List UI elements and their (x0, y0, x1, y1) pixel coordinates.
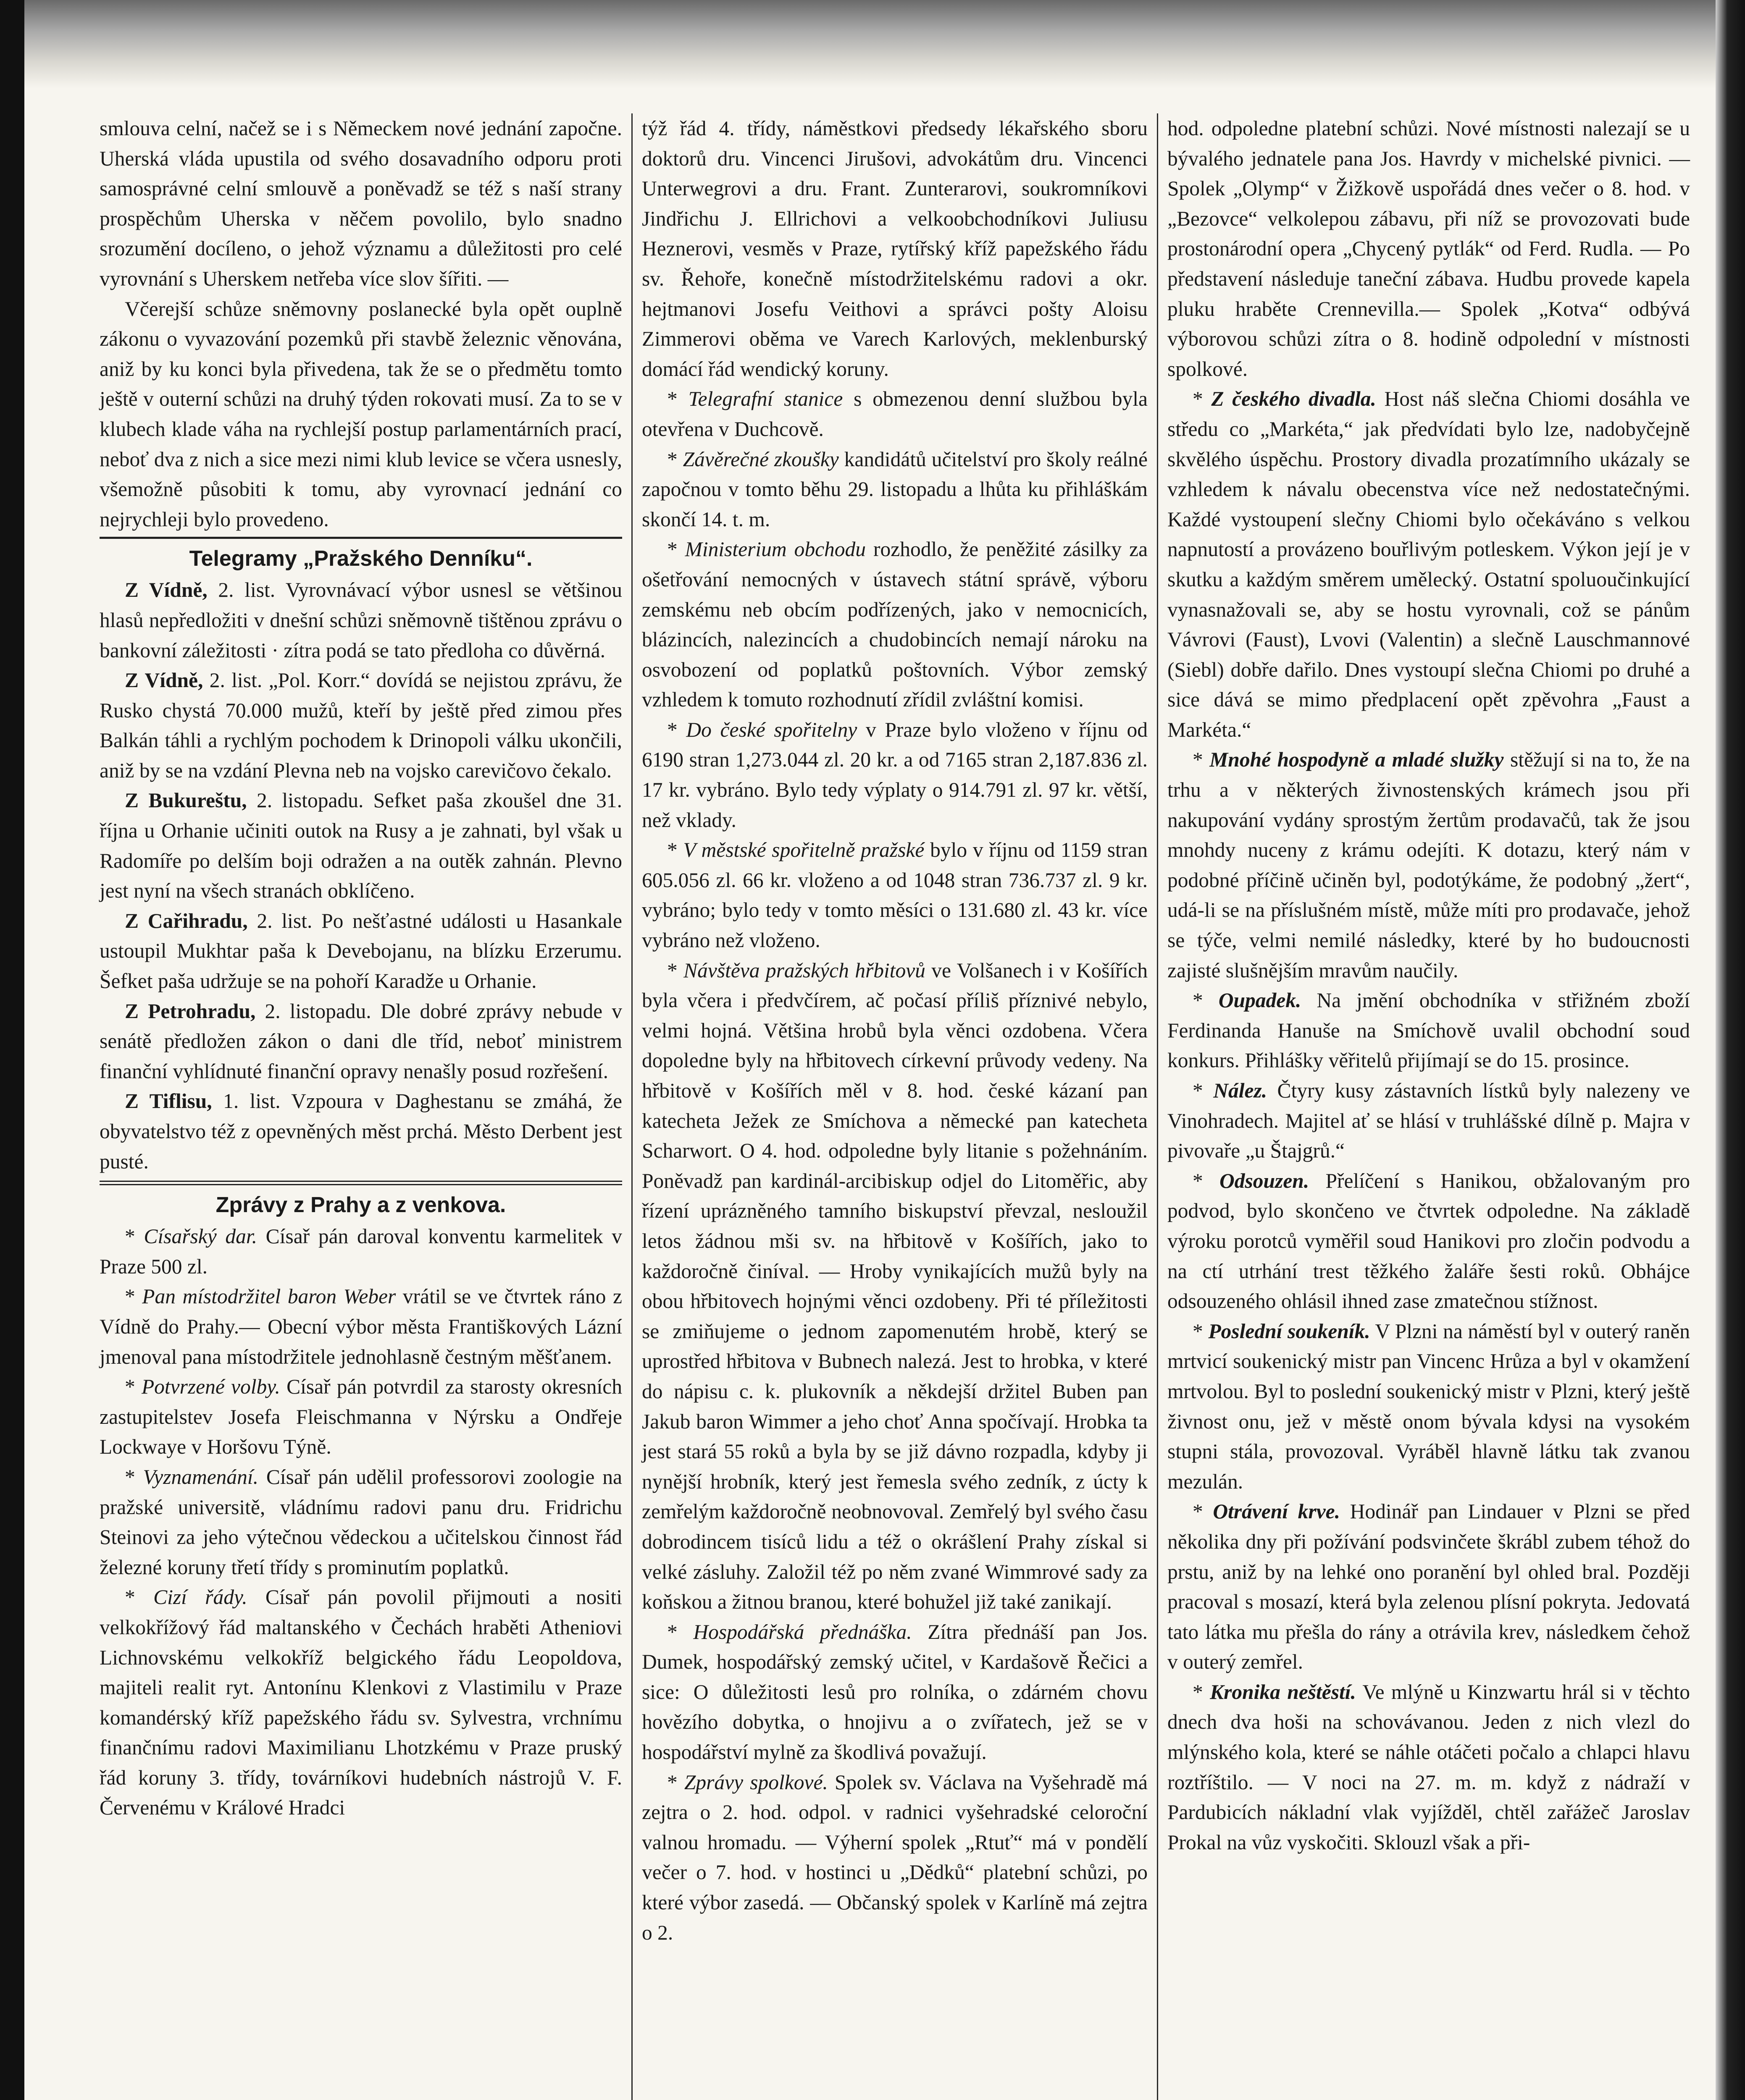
column-3 (1158, 113, 1699, 2100)
article-text: Včerejší schůze sněmovny poslanecké byla opět ouplně zákonu o vyvazování pozemků při stavbě železnic věnována, aniž by ku konci byla přivedena, tak že se o předmětu tomto ještě v outerní schůzi na druhý týden rokovati musí. Za to se v klubech klade váha na rychlejší postup parlamentárních prací, neboť dva z nich a sice mezi nimi klub levice se včera usnesly, všemožně působiti k tomu, aby vyrovnací jednání co nejrychleji bylo provedeno. (100, 297, 622, 531)
news-title: Vyznamenání. (143, 1465, 259, 1488)
news-title: Pan místodržitel baron Weber (142, 1285, 396, 1308)
news-item: * V městské spořitelně pražské bylo v říjnu od 1159 stran 605.056 zl. 66 kr. vloženo a od 1048 stran 736.737 zl. 9 kr. vybráno; bylo tedy v tomto měsíci o 131.680 zl. 43 kr. více vybráno než vloženo. (641, 838, 1148, 952)
news-text: v Praze bylo vloženo v říjnu od 6190 stran 1,273.044 zl. 20 kr. a od 7165 stran 2,187.836 zl. 17 kr. vybráno. Bylo tedy výplaty o 914.791 zl. 97 kr. větší, než vklady. (641, 718, 1148, 832)
news-title: Oupadek. (1218, 989, 1301, 1012)
news-title: Zprávy spolkové. (684, 1770, 828, 1794)
news-title: Do české spořitelny (686, 718, 857, 741)
news-title: Závěrečné zkoušky (683, 447, 839, 471)
news-title: Kronika neštěstí. (1210, 1680, 1356, 1704)
news-text: Na jmění obchodníka v střižném zboží Ferdinanda Hanuše na Smíchově uvalil obchodní soud konkurs. Přihlášky věřitelů přijímají se do 15. prosince. (1167, 989, 1690, 1072)
news-title: Návštěva pražských hřbitovů (683, 958, 925, 982)
scan-left-edge (0, 0, 24, 2100)
telegram-place: Z Cařihradu, (125, 909, 248, 932)
news-text: Ve mlýně u Kinzwartu hrál si v těchto dnech dva hoši na schovávanou. Jeden z nich vlezl do mlýnského kola, které se náhle otáčeti počalo a chlapci hlavu roztříštilo. — V noci na 27. m. m. když z nádraží v Pardubicích nákladní vlak vyjížděl, chtěl zařážeč Jaroslav Prokal na vůz vyskočiti. Sklouzl však a při- (1167, 1680, 1690, 1854)
news-text: Host náš slečna Chiomi dosáhla ve středu co „Markéta,“ jak předvídati bylo lze, nadobyčejně skvělého úspěchu. Prostory divadla prozatímního ukázaly se vzhledem k návalu obecenstva více než nedostatečnými. Každé vystoupení slečny Chiomi bylo očekáváno s velkou napnutostí a provázeno bouřlivým potleskem. Výkon její je v skutku a každým směrem umělecký. Ostatní spoluoučinkující vynasnažovali se, aby se hostu vyrovnali, což se pánům Vávrovi (Faust), Lvovi (Valentin) a slečně Lauschmannové (Siebl) dobře dařilo. Dnes vystoupí slečna Chiomi po druhé a sice dává se mimo předplacení opět zpěvohra „Faust a Markéta.“ (1167, 387, 1690, 741)
section-divider (100, 1181, 622, 1185)
telegram-text: 1. list. Vzpoura v Daghestanu se zmáhá, že obyvatelstvo též z opevněných měst prchá. Město Derbent jest pusté. (100, 1089, 622, 1173)
news-item: * Císařský dar. Císař pán daroval konventu karmelitek v Praze 500 zl. (100, 1225, 623, 1278)
scan-right-edge (1716, 0, 1745, 2100)
telegram-place: Z Vídně, (125, 578, 208, 602)
section-divider (100, 537, 622, 539)
telegram-place: Z Vídně, (125, 669, 203, 692)
news-heading: Zprávy z Prahy a z venkova. (215, 1193, 506, 1218)
article-text: týž řád 4. třídy, náměstkovi předsedy lékařského sboru doktorů dru. Vincenci Jirušovi, advokátům dru. Vincenci Unterwegrovi a dru. Frant. Zunterarovi, soukromníkovi Jindřichu J. Ellrichovi a velkoobchodníkovi Juliusu Heznerovi, vesměs v Praze, rytířský kříž papežského řádu sv. Řehoře, konečně místodržitelskému radovi a okr. hejtmanovi Josefu Veithovi a správci pošty Aloisu Zimmerovi oběma ve Varech Karlových, meklenburský domácí řád wendický koruny. (641, 117, 1148, 381)
telegram-item (100, 785, 622, 906)
telegram-text: 2. listopadu. Dle dobré zprávy nebude v senátě předložen zákon o dani dle tříd, neboť ministrem finanční vyhlídnuté finanční opravy nenašly posud rozřešení. (100, 999, 622, 1083)
text-columns (90, 113, 1699, 2100)
news-item: * Cizí řády. Císař pán povolil přijmouti a nositi velkokřížový řád maltanského v Čechách hraběti Atheniovi Lichnovskému velkokříž belgického řádu Leopoldova, majiteli realit ryt. Antonínu Klenkovi z Vlastimilu v Praze komandérský kříž papežského řádu sv. Sylvestra, vrchnímu finančnímu radovi Maximilianu Lhotzkému v Praze pruský řád koruny 3. třídy, továrníkovi hudebních nástrojů V. F. Červenému v Králové Hradci (100, 1586, 622, 1819)
news-text: ve Volšanech i v Košířích byla včera i předvčírem, ač počasí příliš příznivé nebylo, velmi hojná. Většina hrobů byla věnci ozdobena. Včera dopoledne byly na hřbitovech církevní průvody vedeny. Na hřbitově v Košířích měl v 8. hod. české kázaní pan katecheta Ježek ze Smíchova a německé pan katecheta Scharwort. O 4. hod. odpoledne byly litanie s požehnáním. Poněvadž pan kardinál-arcibiskup odjel do Litoměřic, aby řízení uprázněného tamního biskupství převzal, nesloužil letos žádnou mši sv. na hřbitově v Košířích, jako to každoročně činíval. — Hroby vynikajících mužů byly na obou hřbitovech hojnými věnci ozdobeny. Při té příležitosti se zmiňujeme o jednom zapomenutém hrobě, který se uprostřed hřbitova v Bubnech nalezá. Jest to hrobka, v které do nápisu c. k. plukovník a někdejší držitel Buben pan Jakub baron Wimmer a jeho choť Anna spočívají. Hrobka ta jest stará 55 roků a byla by se již dávno rozpadla, kdyby ji nynější hrobník, který jest řemesla svého zedník, z úcty k zemřelým každoročně neobnovoval. Zemřelý byl svého času dobrodincem tisíců lidu a též o okrášlení Prahy získal si velké zásluhy. Založil též po něm zvané Wimmrové sady za koňskou a žitnou branou, které bohužel již také zanikají. (641, 958, 1148, 1614)
news-text: stěžují si na to, že na trhu a v některých živnostenských krámech jsou při nakupování vydány sprostým žertům prodavačů, tak že jsou mnohdy nuceny z krámu odejíti. K dotazu, který nám v podobné příčině učiněn byl, podotýkáme, že podobný „žert“, udá-li se na příslušném místě, může míti pro prodavače, jehož se týče, velmi nemilé následky, které by ho budoucnosti zajisté slušnějším mravům naučily. (1167, 748, 1690, 982)
news-title: Císařský dar. (144, 1225, 257, 1248)
news-text: Hodinář pan Lindauer v Plzni se před několika dny při požívání podsvinčete škrábl zubem téhož do prstu, aniž by na lehké ono poranění byl ohled bral. Později pracoval s mosazí, která byla zelenou plísní pokryta. Jedovatá tato látka mu přešla do rány a otrávila krev, následkem čehož v outerý zemřel. (1167, 1500, 1690, 1674)
column-1 (90, 113, 631, 2100)
telegram-item (100, 1086, 622, 1176)
telegram-place: Z Tiflisu, (125, 1089, 212, 1113)
news-item: * Oupadek. Na jmění obchodníka v střižném zboží Ferdinanda Hanuše na Smíchově uvalil obchodní soud konkurs. Přihlášky věřitelů přijímají se do 15. prosince. (1167, 989, 1690, 1072)
article-text: smlouva celní, načež se i s Německem nové jednání započne. Uherská vláda upustila od svého dosavadního odporu proti samosprávné celní smlouvě a poněvadž se též s naší strany prospěchům Uherska v něčem povolilo, bylo snadno srozumění docíleno, o jehož významu a důležitosti pro celé vyrovnání s Uherskem netřeba více slov šířiti. — (100, 117, 622, 290)
news-text: Císař pán daroval konventu karmelitek v Praze 500 zl. (100, 1225, 623, 1278)
news-item: * Zprávy spolkové. Spolek sv. Václava na Vyšehradě má zejtra o 2. hod. odpol. v radnici vyšehradské celoroční valnou hromadu. — Výherní spolek „Rtuť“ má v pondělí večer o 7. hod. v hostinci u „Dědků“ platební schůzi, po které výbor zasedá. — Občanský spolek v Karlíně má zejtra o 2. (641, 1770, 1148, 1944)
news-item: * Kronika neštěstí. Ve mlýně u Kinzwartu hrál si v těchto dnech dva hoši na schovávanou. Jeden z nich vlezl do mlýnského kola, které se náhle otáčeti počalo a chlapci hlavu roztříštilo. — V noci na 27. m. m. když z nádraží v Pardubicích nákladní vlak vyjížděl, chtěl zařážeč Jaroslav Prokal na vůz vyskočiti. Sklouzl však a při- (1167, 1680, 1690, 1854)
news-item: * Návštěva pražských hřbitovů ve Volšanech i v Košířích byla včera i předvčírem, ač počasí příliš příznivé nebylo, velmi hojná. Většina hrobů byla věnci ozdobena. Včera dopoledne byly na hřbitovech církevní průvody vedeny. Na hřbitově v Košířích měl v 8. hod. české kázaní pan katecheta Ježek ze Smíchova a německé pan katecheta Scharwort. O 4. hod. odpoledne byly litanie s požehnáním. Poněvadž pan kardinál-arcibiskup odjel do Litoměřic, aby řízení uprázněného tamního biskupství převzal, nesloužil letos žádnou mši sv. na hřbitově v Košířích, jako to každoročně činíval. — Hroby vynikajících mužů byly na obou hřbitovech hojnými věnci ozdobeny. Při té příležitosti se zmiňujeme o jednom zapomenutém hrobě, který se uprostřed hřbitova v Bubnech nalezá. Jest to hrobka, v které do nápisu c. k. plukovník a někdejší držitel Buben pan Jakub baron Wimmer a jeho choť Anna spočívají. Hrobka ta jest stará 55 roků a byla by se již dávno rozpadla, kdyby ji nynější hrobník, který jest řemesla svého zedník, z úcty k zemřelým každoročně neobnovoval. Zemřelý byl svého času dobrodincem tisíců lidu a též o okrášlení Prahy získal si velké zásluhy. Založil též po něm zvané Wimmrové sady za koňskou a žitnou branou, které bohužel již také zanikají. (641, 958, 1148, 1614)
news-item: * Poslední soukeník. V Plzni na náměstí byl v outerý raněn mrtvicí soukenický mistr pan Vincenc Hrůza a byl v okamžení mrtvolou. Byl to poslední soukenický mistr v Plzni, který ještě živnost onu, jež v městě onom bývala kdysi na vysokém stupni stála, provozoval. Vyráběl hlavně látku tak zvanou mezulán. (1167, 1319, 1690, 1493)
news-item: * Z českého divadla. Host náš slečna Chiomi dosáhla ve středu co „Markéta,“ jak předvídati bylo lze, nadobyčejně skvělého úspěchu. Prostory divadla prozatímního ukázaly se vzhledem k návalu obecenstva více než nedostatečnými. Každé vystoupení slečny Chiomi bylo očekáváno s velkou napnutostí a provázeno bouřlivým potleskem. Výkon její je v skutku a každým směrem umělecký. Ostatní spoluoučinkující vynasnažovali se, aby se hostu vyrovnali, což se pánům Vávrovi (Faust), Lvovi (Valentin) a slečně Lauschmannové (Siebl) dobře dařilo. Dnes vystoupí slečna Chiomi po druhé a sice dává se mimo předplacení opět zpěvohra „Faust a Markéta.“ (1167, 387, 1690, 741)
news-item: * Hospodářská přednáška. Zítra přednáší pan Jos. Dumek, hospodářský zemský učitel, v Kardašově Řečici a sice: O důležitosti lesů pro rolníka, o zdárném chovu hovězího dobytka, o hnojivu a o zvířatech, jež se v hospodářství mylně za škodlivá považují. (641, 1620, 1148, 1764)
news-item: * Otrávení krve. Hodinář pan Lindauer v Plzni se před několika dny při požívání podsvinčete škrábl zubem téhož do prstu, aniž by na lehké ono poranění byl ohled bral. Později pracoval s mosazí, která byla zelenou plísní pokryta. Jedovatá tato látka mu přešla do rány a otrávila krev, následkem čehož v outerý zemřel. (1167, 1500, 1690, 1674)
news-title: Potvrzené volby. (141, 1375, 280, 1399)
news-title: V městské spořitelně pražské (683, 838, 925, 862)
scan-top-shadow (24, 0, 1716, 88)
news-text: kandidátů učitelství pro školy reálné započnou v tomto běhu 29. listopadu a lhůta ku přihláškám skončí 14. t. m. (641, 447, 1148, 531)
news-text: V Plzni na náměstí byl v outerý raněn mrtvicí soukenický mistr pan Vincenc Hrůza a byl v okamžení mrtvolou. Byl to poslední soukenický mistr v Plzni, který ještě živnost onu, jež v městě onom bývala kdysi na vysokém stupni stála, provozoval. Vyráběl hlavně látku tak zvanou mezulán. (1167, 1319, 1690, 1493)
news-title: Otrávení krve. (1213, 1500, 1340, 1523)
news-item: * Pan místodržitel baron Weber vrátil se ve čtvrtek ráno z Vídně do Prahy.— Obecní výbor města Františkových Lázní jmenoval pana místodržitele jednohlasně čestným měšťanem. (100, 1285, 622, 1368)
news-title: Mnohé hospodyně a mladé služky (1209, 748, 1504, 772)
news-text: s obmezenou denní službou byla otevřena v Duchcově. (641, 387, 1148, 441)
news-text: Císař pán potvrdil za starosty okresních zastupitelstev Josefa Fleischmanna v Nýrsku a Ondřeje Lockwaye v Horšovu Týně. (100, 1375, 623, 1459)
telegrams-heading: Telegramy „Pražského Denníku“. (189, 546, 533, 571)
news-text: vrátil se ve čtvrtek ráno z Vídně do Prahy.— Obecní výbor města Františkových Lázní jmenoval pana místodržitele jednohlasně čestným měšťanem. (100, 1285, 622, 1368)
article-text: hod. odpoledne platební schůzi. Nové místnosti nalezají se u bývalého jednatele pana Jos. Havrdy v michelské pivnici. — Spolek „Olymp“ v Žižkově uspořádá dnes večer o 8. hod. v „Bezovce“ velkolepou zábavu, při níž se provozovati bude prostonárodní opera „Chycený pytlák“ od Ferd. Rudla. — Po představení následuje taneční zábava. Hudbu provede kapela pluku hraběte Crennevilla.— Spolek „Kotva“ odbývá výborovou schůzi zítra o 8. hodině odpolední v místnosti spolkové. (1167, 117, 1690, 381)
news-title: Hospodářská přednáška. (693, 1620, 912, 1643)
telegram-text: 2. list. „Pol. Korr.“ dovídá se nejistou zprávu, že Rusko chystá 70.000 mužů, kteří by ještě před zimou přes Balkán táhli a rychlým pochodem k Drinopoli válku ukončili, aniž by se na vzdání Plevna neb na vojsko carevičovo čekalo. (100, 669, 622, 782)
telegram-text: 2. list. Vyrovnávací výbor usnesl se většinou hlasů nepředložiti v dnešní schůzi sněmovně tištěnou zprávu o bankovní záležitosti · zítra podá se tato předloha co důvěrná. (100, 578, 622, 662)
news-text: Císař pán udělil professorovi zoologie na pražské universitě, vládnímu radovi panu dru. Fridrichu Steinovi za jeho výtečnou vědeckou a učitelskou činnost řád železné koruny třetí třídy s prominutím poplatků. (100, 1465, 622, 1579)
news-item: * Do české spořitelny v Praze bylo vloženo v říjnu od 6190 stran 1,273.044 zl. 20 kr. a od 7165 stran 2,187.836 zl. 17 kr. vybráno. Bylo tedy výplaty o 914.791 zl. 97 kr. větší, než vklady. (641, 718, 1148, 832)
telegram-place: Z Bukureštu, (125, 789, 247, 812)
telegram-place: Z Petrohradu, (125, 999, 256, 1023)
news-item: * Mnohé hospodyně a mladé služky stěžují si na to, že na trhu a v některých živnostenských krámech jsou při nakupování vydány sprostým žertům prodavačů, tak že jsou mnohdy nuceny z krámu odejíti. K dotazu, který nám v podobné příčině učiněn byl, podotýkáme, že podobný „žert“, udá-li se na příslušném místě, může míti pro prodavače, jehož se týče, velmi nemilé následky, které by ho budoucnosti zajisté slušnějším mravům naučily. (1167, 748, 1690, 982)
news-text: Zítra přednáší pan Jos. Dumek, hospodářský zemský učitel, v Kardašově Řečici a sice: O důležitosti lesů pro rolníka, o zdárném chovu hovězího dobytka, o hnojivu a o zvířatech, jež se v hospodářství mylně za škodlivá považují. (641, 1620, 1148, 1764)
telegram-text: 2. list. Po nešťastné události u Hasankale ustoupil Mukhtar paša k Devebojanu, na blízku Erzerumu. Šefket paša udržuje se na pohoří Karadže u Orhanie. (100, 909, 623, 993)
news-text: Přelíčení s Hanikou, obžalovaným pro podvod, bylo skončeno ve čtvrtek odpoledne. Na základě výroku porotců vyměřil soud Hanikovi pro zločin podvodu a na ctí utrhání trest těžkého žaláře šesti roků. Obhájce odsouzeného ohlásil ihned zase zmatečnou stížnost. (1167, 1169, 1690, 1313)
telegram-text: 2. listopadu. Sefket paša zkoušel dne 31. října u Orhanie učiniti outok na Rusy a je zahnati, byl však u Radomíře po delším boji odražen a na outěk zahnán. Plevno jest nyní na všech stranách obklíčeno. (100, 789, 622, 903)
news-item: * Potvrzené volby. Císař pán potvrdil za starosty okresních zastupitelstev Josefa Fleischmanna v Nýrsku a Ondřeje Lockwaye v Horšovu Týně. (100, 1375, 623, 1459)
news-item: * Ministerium obchodu rozhodlo, že peněžité zásilky za ošetřování nemocných v ústavech státní správě, výboru zemskému neb obcím podřízených, jako v nemocnicích, blázincích, nalezincích a chudobincích nemají nároku na osvobození od poplatků poštovních. Výbor zemský vzhledem k tomuto rozhodnutí zřídil zvláštní komisi. (641, 538, 1148, 711)
news-title: Odsouzen. (1219, 1169, 1309, 1192)
news-text: Spolek sv. Václava na Vyšehradě má zejtra o 2. hod. odpol. v radnici vyšehradské celoroční valnou hromadu. — Výherní spolek „Rtuť“ má v pondělí večer o 7. hod. v hostinci u „Dědků“ platební schůzi, po které výbor zasedá. — Občanský spolek v Karlíně má zejtra o 2. (641, 1770, 1148, 1944)
news-item: * Odsouzen. Přelíčení s Hanikou, obžalovaným pro podvod, bylo skončeno ve čtvrtek odpoledne. Na základě výroku porotců vyměřil soud Hanikovi pro zločin podvodu a na ctí utrhání trest těžkého žaláře šesti roků. Obhájce odsouzeného ohlásil ihned zase zmatečnou stížnost. (1167, 1169, 1690, 1313)
news-title: Z českého divadla. (1211, 387, 1376, 411)
news-item: * Vyznamenání. Císař pán udělil professorovi zoologie na pražské universitě, vládnímu radovi panu dru. Fridrichu Steinovi za jeho výtečnou vědeckou a učitelskou činnost řád železné koruny třetí třídy s prominutím poplatků. (100, 1465, 622, 1579)
news-text: bylo v říjnu od 1159 stran 605.056 zl. 66 kr. vloženo a od 1048 stran 736.737 zl. 9 kr. vybráno; bylo tedy v tomto měsíci o 131.680 zl. 43 kr. více vybráno než vloženo. (641, 838, 1148, 952)
news-text: Čtyry kusy zástavních lístků byly nalezeny ve Vinohradech. Majitel ať se hlásí v truhlášské dílně p. Majra v pivovaře „u Štajgrů.“ (1167, 1079, 1690, 1163)
news-title: Poslední soukeník. (1208, 1319, 1370, 1343)
column-2 (633, 113, 1157, 2100)
news-item: * Závěrečné zkoušky kandidátů učitelství pro školy reálné započnou v tomto běhu 29. listopadu a lhůta ku přihláškám skončí 14. t. m. (641, 447, 1148, 531)
news-title: Nález. (1213, 1079, 1267, 1102)
telegram-item (100, 996, 622, 1087)
news-title: Cizí řády. (153, 1586, 247, 1609)
news-title: Telegrafní stanice (688, 387, 843, 411)
news-item: * Nález. Čtyry kusy zástavních lístků byly nalezeny ve Vinohradech. Majitel ať se hlásí v truhlášské dílně p. Majra v pivovaře „u Štajgrů.“ (1167, 1079, 1690, 1163)
news-text: Císař pán povolil přijmouti a nositi velkokřížový řád maltanského v Čechách hraběti Atheniovi Lichnovskému velkokříž belgického řádu Leopoldova, majiteli realit ryt. Antonínu Klenkovi z Vlastimilu v Praze komandérský kříž papežského řádu sv. Sylvestra, vrchnímu finančnímu radovi Maximilianu Lhotzkému v Praze pruský řád koruny 3. třídy, továrníkovi hudebních nástrojů V. F. Červenému v Králové Hradci (100, 1586, 622, 1819)
telegram-item (100, 665, 622, 785)
news-text: rozhodlo, že peněžité zásilky za ošetřování nemocných v ústavech státní správě, výboru zemskému neb obcím podřízených, jako v nemocnicích, blázincích, nalezincích a chudobincích nemají nároku na osvobození od poplatků poštovních. Výbor zemský vzhledem k tomuto rozhodnutí zřídil zvláštní komisi. (641, 538, 1148, 711)
news-item: * Telegrafní stanice s obmezenou denní službou byla otevřena v Duchcově. (641, 387, 1148, 441)
telegram-item (100, 575, 622, 665)
telegram-item (100, 906, 622, 996)
news-title: Ministerium obchodu (685, 538, 866, 561)
